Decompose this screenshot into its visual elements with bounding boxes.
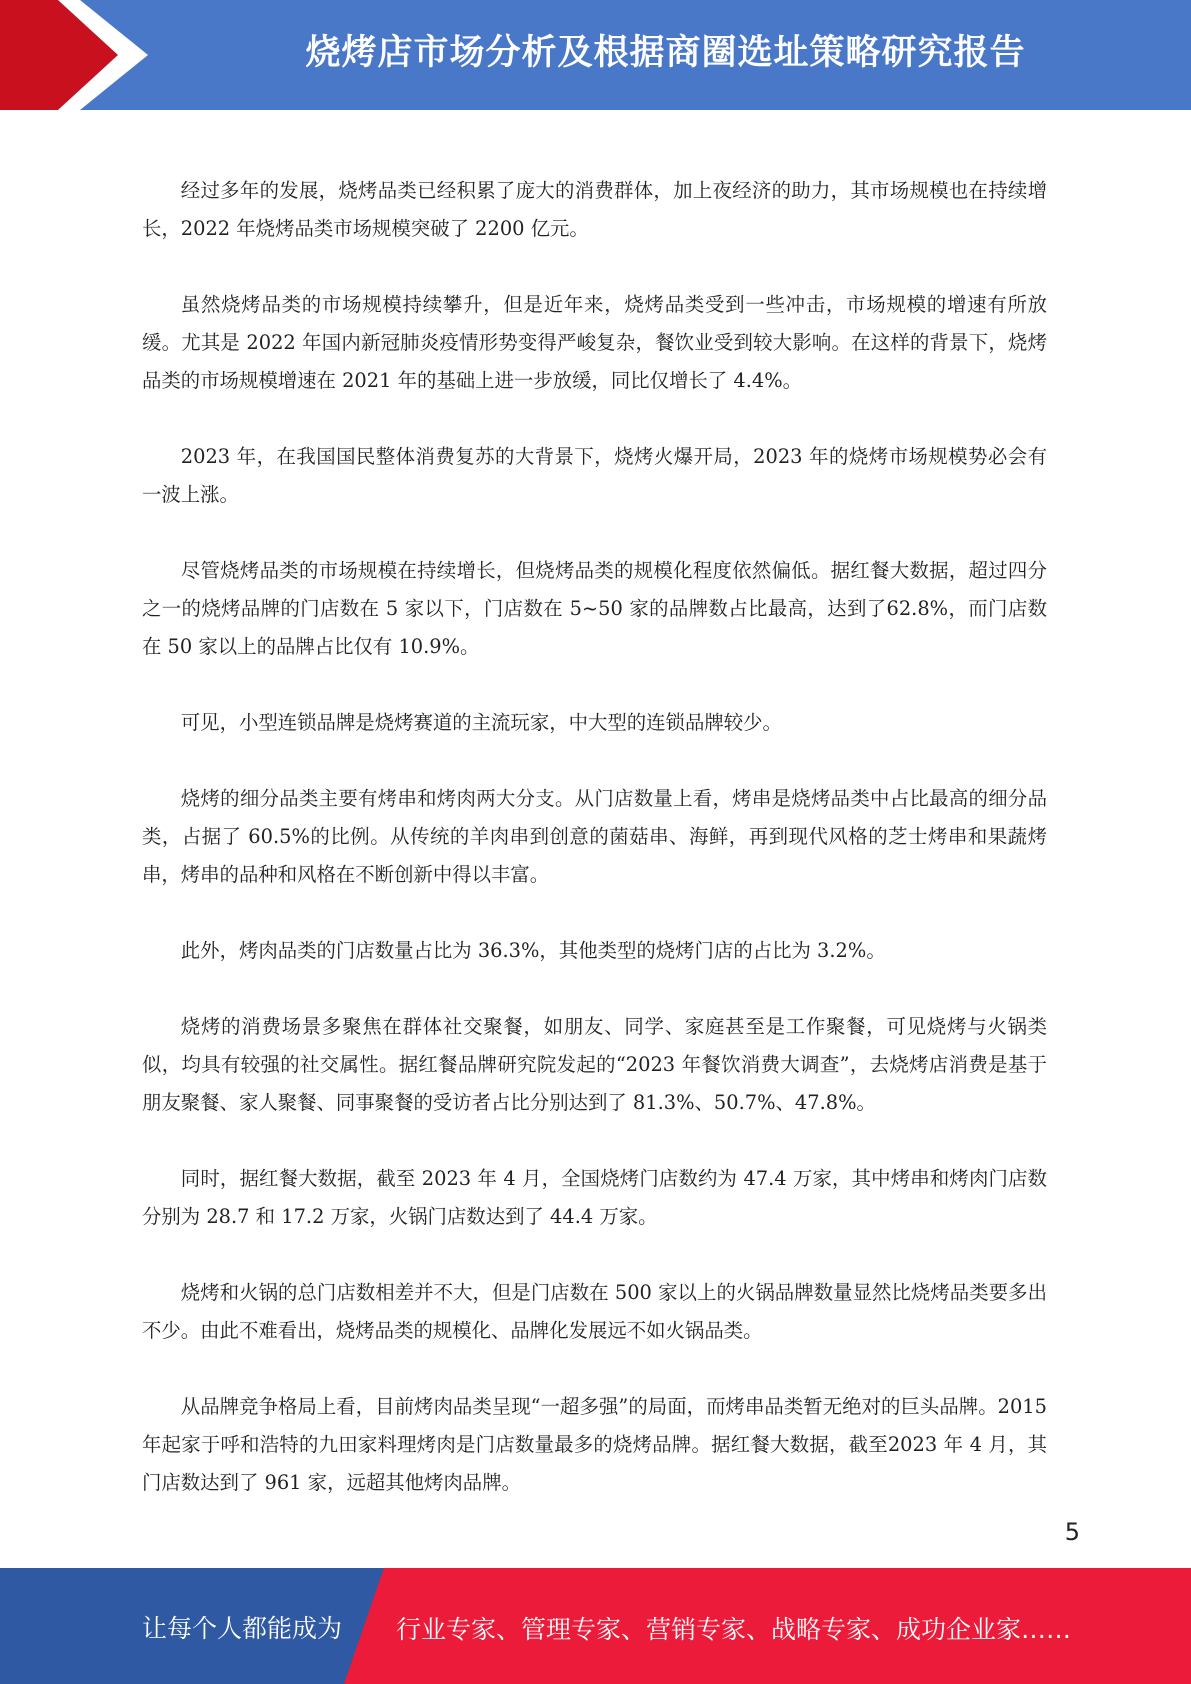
article-body xyxy=(142,172,1047,1540)
paragraph: 从品牌竞争格局上看，目前烤肉品类呈现“一超多强”的局面，而烤串品类暂无绝对的巨头品牌。2015 年起家于呼和浩特的九田家料理烤肉是门店数量最多的烧烤品牌。据红餐大数据，截至2023 年 4 月，其门店数达到了 961 家，远超其他烤肉品牌。 xyxy=(142,1395,1047,1494)
paragraph: 烧烤的细分品类主要有烤串和烤肉两大分支。从门店数量上看，烤串是烧烤品类中占比最高的细分品类，占据了 60.5%的比例。从传统的羊肉串到创意的菌菇串、海鲜，再到现代风格的芝士烤串和果蔬烤串，烤串的品种和风格在不断创新中得以丰富。 xyxy=(142,787,1047,886)
page-footer xyxy=(0,1568,1191,1684)
page-number: 5 xyxy=(1064,1518,1080,1546)
paragraph: 同时，据红餐大数据，截至 2023 年 4 月，全国烧烤门店数约为 47.4 万家，其中烤串和烤肉门店数分别为 28.7 和 17.2 万家，火锅门店数达到了 44.4 万家。 xyxy=(142,1167,1047,1228)
paragraph: 可见，小型连锁品牌是烧烤赛道的主流玩家，中大型的连锁品牌较少。 xyxy=(180,711,782,734)
paragraph: 虽然烧烤品类的市场规模持续攀升，但是近年来，烧烤品类受到一些冲击，市场规模的增速有所放缓。尤其是 2022 年国内新冠肺炎疫情形势变得严峻复杂，餐饮业受到较大影响。在这样的背景下，烧烤品类的市场规模增速在 2021 年的基础上进一步放缓，同比仅增长了 4.4%。 xyxy=(142,293,1047,392)
footer-slogan-right: 行业专家、管理专家、营销专家、战略专家、成功企业家…… xyxy=(396,1615,1072,1644)
page-header xyxy=(0,0,1191,110)
paragraph: 经过多年的发展，烧烤品类已经积累了庞大的消费群体，加上夜经济的助力，其市场规模也在持续增长，2022 年烧烤品类市场规模突破了 2200 亿元。 xyxy=(142,179,1047,240)
paragraph: 此外，烤肉品类的门店数量占比为 36.3%，其他类型的烧烤门店的占比为 3.2%。 xyxy=(180,939,886,962)
paragraph: 烧烤和火锅的总门店数相差并不大，但是门店数在 500 家以上的火锅品牌数量显然比烧烤品类要多出不少。由此不难看出，烧烤品类的规模化、品牌化发展远不如火锅品类。 xyxy=(142,1281,1047,1342)
paragraph: 烧烤的消费场景多聚焦在群体社交聚餐，如朋友、同学、家庭甚至是工作聚餐，可见烧烤与火锅类似，均具有较强的社交属性。据红餐品牌研究院发起的“2023 年餐饮消费大调查”，去烧烤店消费是基于朋友聚餐、家人聚餐、同事聚餐的受访者占比分别达到了 81.3%、50.7%、47.8%。 xyxy=(142,1015,1047,1114)
paragraph: 2023 年，在我国国民整体消费复苏的大背景下，烧烤火爆开局，2023 年的烧烤市场规模势必会有一波上涨。 xyxy=(142,445,1047,506)
footer-slogan-left: 让每个人都能成为 xyxy=(142,1614,343,1643)
header-title: 烧烤店市场分析及根据商圈选址策略研究报告 xyxy=(305,33,1026,73)
paragraph: 尽管烧烤品类的市场规模在持续增长，但烧烤品类的规模化程度依然偏低。据红餐大数据，超过四分之一的烧烤品牌的门店数在 5 家以下，门店数在 5~50 家的品牌数占比最高，达到了62.8%，而门店数在 50 家以上的品牌占比仅有 10.9%。 xyxy=(142,559,1047,658)
